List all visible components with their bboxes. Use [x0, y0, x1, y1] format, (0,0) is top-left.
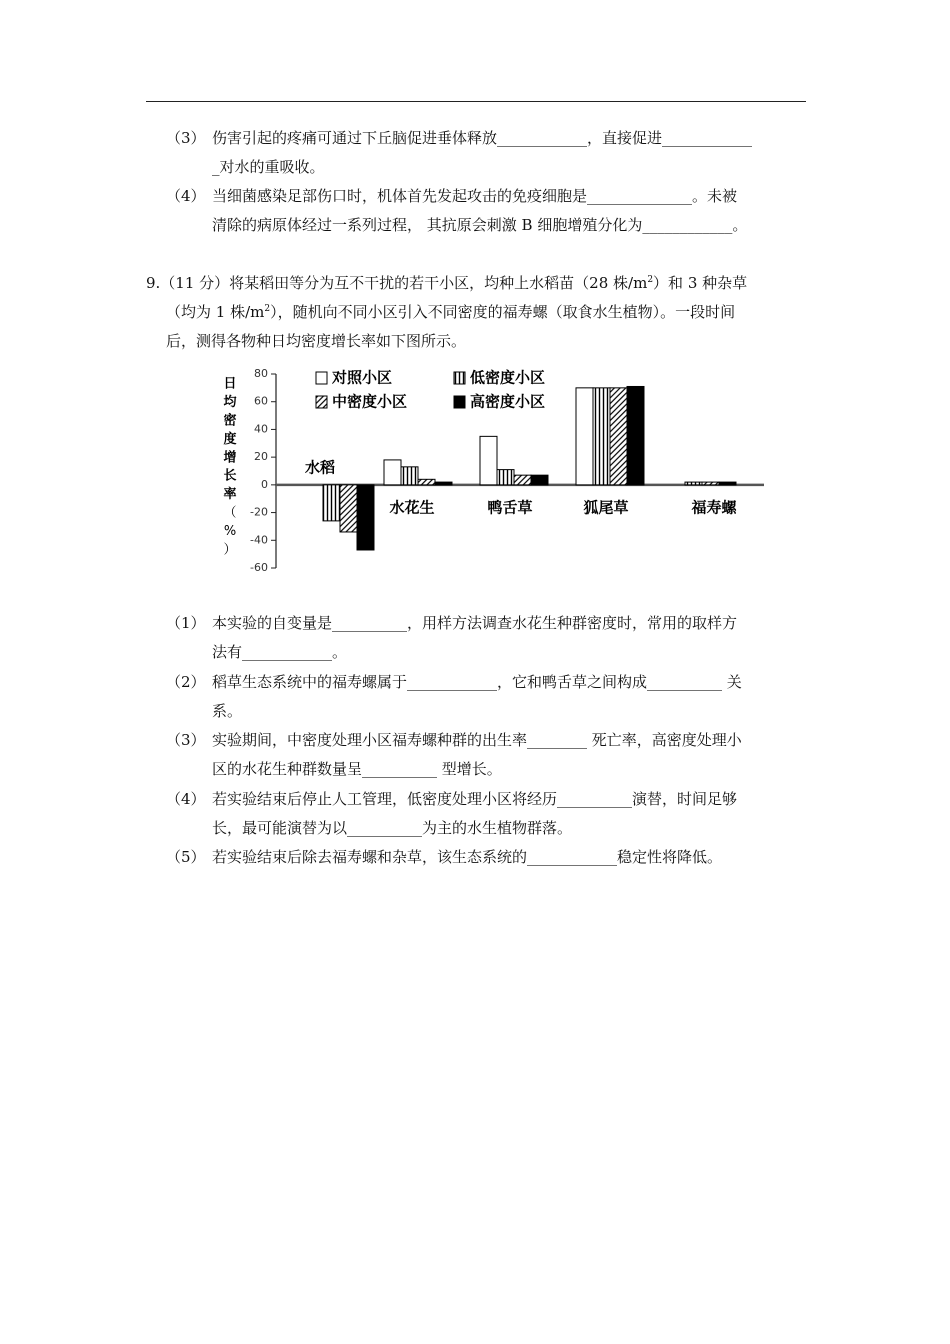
bar [497, 470, 514, 485]
category-label: 水花生 [389, 498, 435, 517]
bar [480, 436, 497, 485]
legend-label: 对照小区 [332, 368, 393, 387]
part-number: （3） [166, 129, 206, 147]
y-axis-label-char: 均 [223, 394, 237, 410]
y-tick-label: 40 [254, 422, 268, 436]
question-text: 若实验结束后停止人工管理，低密度处理小区将经历__________演替，时间足够 [212, 790, 738, 808]
question-text: 当细菌感染足部伤口时，机体首先发起攻击的免疫细胞是______________。未被 [212, 187, 738, 205]
part-number: （4） [166, 187, 206, 205]
bar [418, 479, 435, 485]
bar [384, 460, 401, 485]
question-text: 实验期间，中密度处理小区福寿螺种群的出生率________ 死亡率，高密度处理小 [212, 731, 742, 749]
y-tick-label: -20 [250, 505, 268, 519]
legend-label: 中密度小区 [332, 392, 408, 411]
bar [340, 485, 357, 532]
question-9-line-3: 后，测得各物种日均密度增长率如下图所示。 [166, 332, 467, 350]
y-axis-label-char: 长 [223, 468, 237, 484]
bar [593, 388, 610, 485]
question-text: 若实验结束后除去福寿螺和杂草，该生态系统的____________稳定性将降低。 [212, 848, 723, 866]
bar [610, 388, 627, 485]
y-tick-label: -60 [250, 561, 268, 574]
y-tick-label: 80 [254, 367, 268, 380]
y-axis-label-char: % [223, 524, 237, 540]
y-axis-label-char: （ [223, 505, 237, 521]
part-number: （5） [166, 848, 206, 866]
question-text: 伤害引起的疼痛可通过下丘脑促进垂体释放____________，直接促进____________ [212, 129, 753, 147]
y-axis-label-char: 度 [223, 431, 237, 447]
bar [576, 388, 593, 485]
part-number: （2） [166, 673, 206, 691]
question-9-line-2: （均为 1 株$/m^2$），随机向不同小区引入不同密度的福寿螺（取食水生植物）。一段时间 [166, 303, 736, 321]
bar [719, 482, 736, 485]
category-label: 鸭舌草 [487, 498, 533, 517]
bar [323, 485, 340, 521]
legend-swatch [454, 372, 465, 384]
question-text: 稻草生态系统中的福寿螺属于____________，它和鸭舌草之间构成__________ 关 [212, 673, 742, 691]
part-number: （3） [166, 731, 206, 749]
legend-swatch [316, 396, 327, 408]
y-tick-label: -40 [250, 533, 268, 547]
legend-swatch [454, 396, 465, 408]
bar [702, 482, 719, 485]
bar [627, 386, 644, 484]
category-label: 福寿螺 [691, 498, 737, 517]
y-tick-label: 0 [261, 477, 268, 491]
y-axis-label-char: 增 [223, 450, 237, 466]
bar [435, 482, 452, 485]
bar [514, 475, 531, 485]
question-text: 区的水花生种群数量呈__________ 型增长。 [212, 760, 502, 778]
y-tick-label: 20 [254, 450, 268, 464]
bar [401, 467, 418, 485]
legend-label: 低密度小区 [470, 368, 546, 387]
question-9-line-1: 9.（11 分）将某稻田等分为互不干扰的若干小区，均种上水稻苗（28 株$/m^2$）和 3 种杂草 [146, 274, 748, 292]
legend-label: 高密度小区 [470, 392, 546, 411]
bar [685, 482, 702, 485]
y-axis-label-char: 日 [223, 376, 237, 392]
category-label: 狐尾草 [583, 498, 629, 517]
question-text: 本实验的自变量是__________，用样方法调查水花生种群密度时，常用的取样方 [212, 614, 738, 632]
question-text: 法有____________。 [212, 643, 348, 661]
header-rule [146, 101, 806, 102]
y-axis-label-char: ） [223, 542, 237, 558]
growth-rate-bar-chart [214, 362, 774, 576]
y-tick-label: 60 [254, 394, 268, 408]
y-axis-label-char: 密 [223, 413, 237, 429]
bar [357, 485, 374, 550]
question-text: 长，最可能演替为以__________为主的水生植物群落。 [212, 819, 573, 837]
question-text: 系。 [212, 702, 243, 720]
legend-swatch [316, 372, 327, 384]
y-axis-label-char: 率 [223, 487, 237, 503]
part-number: （1） [166, 614, 206, 632]
question-text: 清除的病原体经过一系列过程， 其抗原会刺激 B 细胞增殖分化为____________。 [212, 216, 748, 234]
category-label: 水稻 [304, 458, 336, 477]
part-number: （4） [166, 790, 206, 808]
question-text: _对水的重吸收。 [212, 158, 325, 176]
bar [531, 475, 548, 485]
